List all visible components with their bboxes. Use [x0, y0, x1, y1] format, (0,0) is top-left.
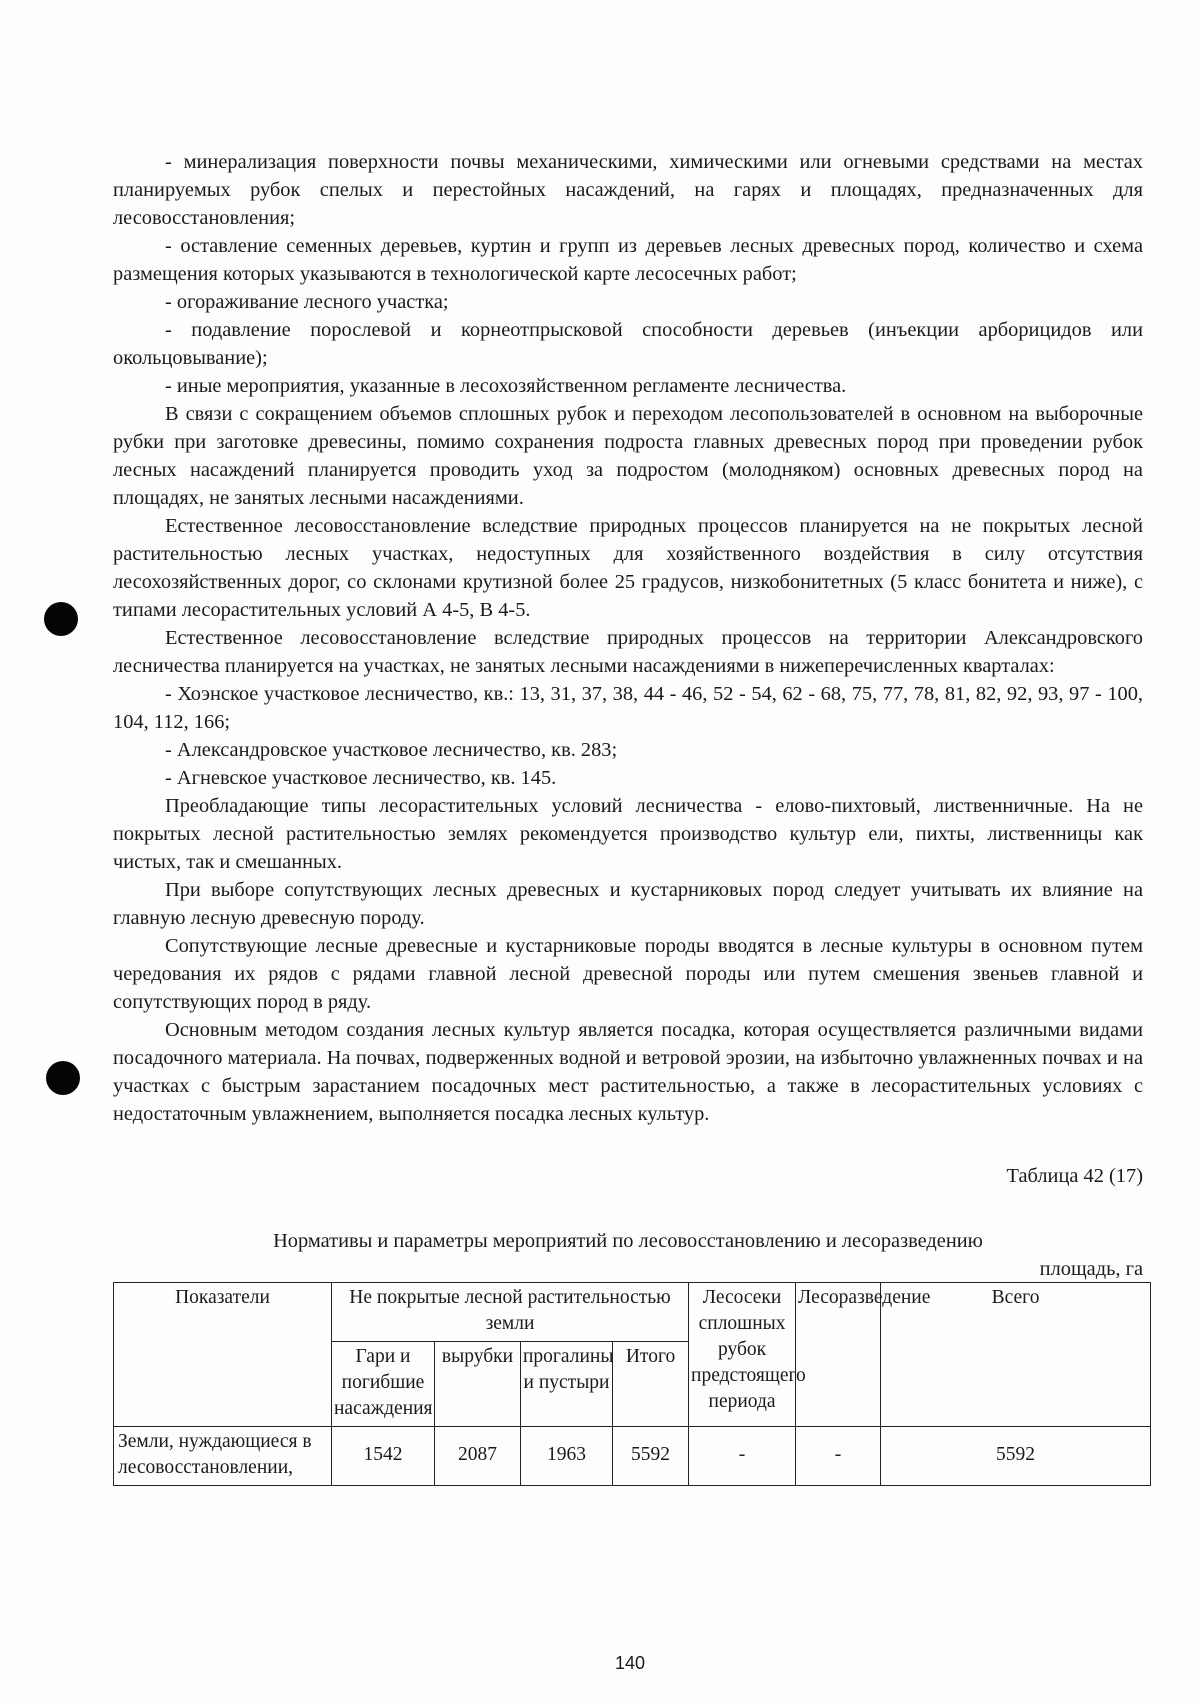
- table-row: [114, 1427, 1151, 1486]
- cell-total: 5592: [881, 1427, 1151, 1486]
- header-clearings: вырубки: [435, 1342, 521, 1427]
- list-item-khoen: - Хоэнское участковое лесничество, кв.: 13, 31, 37, 38, 44 - 46, 52 - 54, 62 - 68, 75, 77, 78, 81, 82, 92, 93, 97 - 100, 104, 112, 166;: [113, 683, 1143, 733]
- header-cutting-areas: Лесосеки сплошных рубок предстоящего периода: [689, 1283, 796, 1427]
- table-header-row-1: [114, 1283, 1151, 1342]
- paragraph-mineralization: - минерализация поверхности почвы механическими, химическими или огневыми средствами на местах планируемых рубок спелых и перестойных насаждений, на гарях и площадях, предназначенных для лесовосстановления;: [113, 151, 1143, 229]
- header-afforestation: Лесоразведение: [796, 1283, 881, 1427]
- paragraph-other-measures: - иные мероприятия, указанные в лесохозяйственном регламенте лесничества.: [165, 375, 847, 397]
- table-title: Нормативы и параметры мероприятий по лесовосстановлению и лесоразведению: [273, 1230, 983, 1252]
- cell-cutting-areas: -: [689, 1427, 796, 1486]
- list-item-agnevskoe: - Агневское участковое лесничество, кв. 145.: [165, 767, 557, 789]
- cell-burned: 1542: [332, 1427, 435, 1486]
- table-units: площадь, га: [1039, 1258, 1143, 1280]
- page-number: 140: [614, 1653, 646, 1673]
- paragraph-selective-cutting: В связи с сокращением объемов сплошных рубок и переходом лесопользователей в основном на выборочные рубки при заготовке древесины, помимо сохранения подроста главных древесных пород при проведении рубок лесных насаждений планируется проводить уход за подростом (молодняком) основных древесных пород на площадях, не занятых лесными насаждениями.: [113, 403, 1143, 509]
- header-indicators: Показатели: [114, 1283, 332, 1427]
- paragraph-natural-regeneration: Естественное лесовосстановление вследствие природных процессов планируется на не покрытых лесной растительностью лесных участках, недоступных для хозяйственного воздействия в силу отсутствия лесохозяйственных дорог, со склонами крутизной более 25 градусов, низкобонитетных (5 класс бонитета и ниже), с типами лесорастительных условий А 4-5, В 4-5.: [113, 515, 1143, 621]
- row-label: Земли, нуждающиеся в лесовосстановлении,: [114, 1427, 332, 1486]
- paragraph-forest-types: Преобладающие типы лесорастительных условий лесничества - елово-пихтовый, лиственничные. На не покрытых лесной растительностью землях рекомендуется производство культур ели, пихты, лиственницы как чистых, так и смешанных.: [113, 795, 1143, 873]
- cell-glades: 1963: [521, 1427, 613, 1486]
- paragraph-suppression: - подавление порослевой и корнеотпрысковой способности деревьев (инъекции арборицидов или окольцовывание);: [113, 319, 1143, 369]
- paragraph-seed-trees: - оставление семенных деревьев, куртин и групп из деревьев лесных древесных пород, количество и схема размещения которых указываются в технологической карте лесосечных работ;: [113, 235, 1143, 285]
- table-number: Таблица 42 (17): [1006, 1165, 1143, 1187]
- header-glades: прогалины и пустыри: [521, 1342, 613, 1427]
- cell-subtotal: 5592: [613, 1427, 689, 1486]
- paragraph-fencing: - огораживание лесного участка;: [165, 291, 449, 313]
- header-subtotal: Итого: [613, 1342, 689, 1427]
- paragraph-companion-species: При выборе сопутствующих лесных древесных и кустарниковых пород следует учитывать их влияние на главную лесную древесную породу.: [113, 879, 1143, 929]
- header-burned: Гари и погибшие насаждения: [332, 1342, 435, 1427]
- header-not-covered: Не покрытые лесной растительностью земли: [332, 1283, 689, 1342]
- cell-afforestation: -: [796, 1427, 881, 1486]
- list-item-aleksandrovskoe: - Александровское участковое лесничество, кв. 283;: [165, 739, 618, 761]
- cell-clearings: 2087: [435, 1427, 521, 1486]
- binder-hole-1: [44, 602, 78, 636]
- paragraph-companion-introduction: Сопутствующие лесные древесные и кустарниковые породы вводятся в лесные культуры в основном путем чередования их рядов с рядами главной лесной древесной породы или путем смешения звеньев главной и сопутствующих пород в ряду.: [113, 935, 1143, 1013]
- binder-hole-2: [46, 1061, 80, 1095]
- reforestation-table: [113, 1282, 1151, 1486]
- paragraph-planting-method: Основным методом создания лесных культур является посадка, которая осуществляется различными видами посадочного материала. На почвах, подверженных водной и ветровой эрозии, на избыточно увлажненных почвах и на участках с быстрым зарастанием посадочных мест растительностью, а также в лесорастительных условиях с недостаточным увлажнением, выполняется посадка лесных культур.: [113, 1019, 1143, 1125]
- document-body: [113, 148, 1143, 1486]
- paragraph-regeneration-quarters: Естественное лесовосстановление вследствие природных процессов на территории Александровского лесничества планируется на участках, не занятых лесными насаждениями в нижеперечисленных кварталах:: [113, 627, 1143, 677]
- header-total: Всего: [881, 1283, 1151, 1427]
